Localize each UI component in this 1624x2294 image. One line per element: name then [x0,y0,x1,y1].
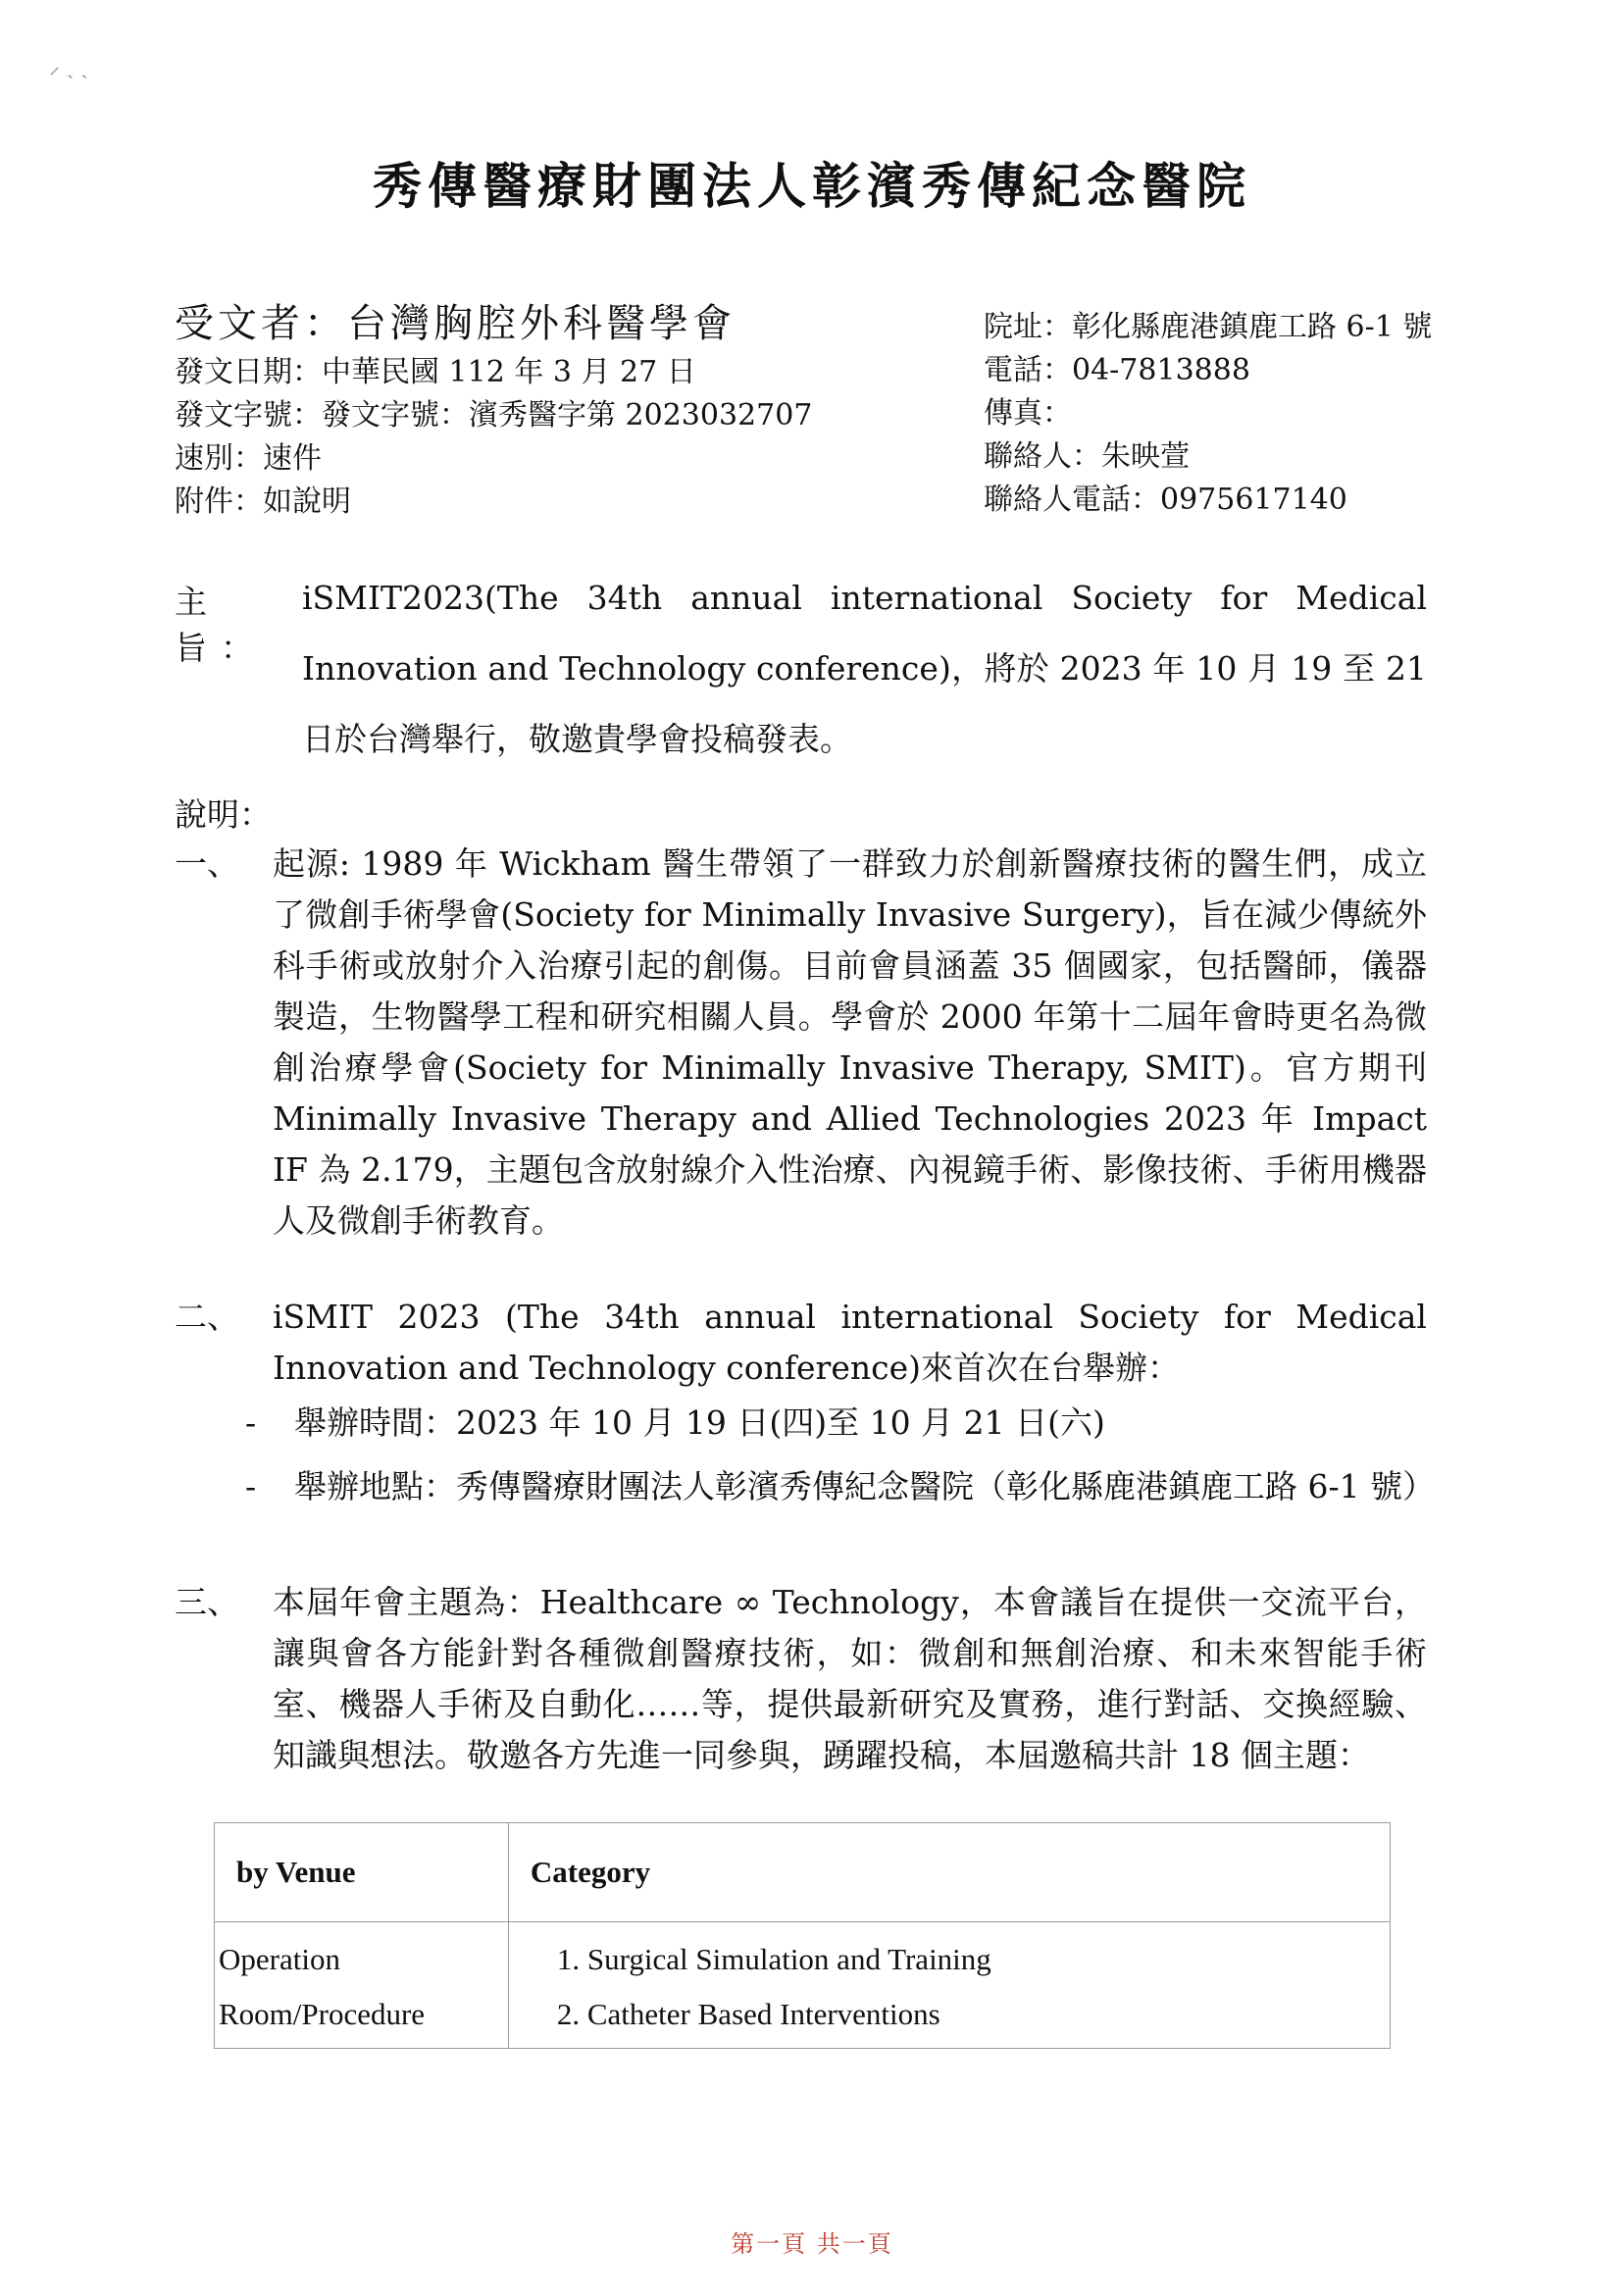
header-category: Category [508,1823,1390,1922]
contact-phone: 聯絡人電話：0975617140 [984,483,1347,517]
issue-date: 發文日期：中華民國 112 年 3 月 27 日 [175,355,696,389]
category-cell [508,1922,1390,2049]
page-footer: 第一頁 共一頁 [731,2230,893,2258]
event-location-text: 舉辦地點：秀傳醫療財團法人彰濱秀傳紀念醫院（彰化縣鹿港鎮鹿工路 6-1 號） [294,1467,1436,1505]
subject-text: iSMIT2023(The 34th annual international Society for Medical Innovation and Technology conference)，將於 2023 年 10 月 19 至 21 日於台灣舉行，敬邀貴學會投稿發表。 [302,579,1427,758]
list-item: 2. Catheter Based Interventions [587,1987,1386,2042]
document-number: 發文字號：發文字號：濱秀醫字第 2023032707 [175,398,813,433]
dash-bullet: - [245,1403,257,1442]
document-title: 秀傳醫療財團法人彰濱秀傳紀念醫院 [373,157,1251,215]
explanation-label: 說明： [175,795,272,834]
event-time-text: 舉辦時間：2023 年 10 月 19 日(四)至 10 月 21 日(六) [294,1403,1105,1442]
attachment: 附件：如說明 [175,484,351,519]
contact-metadata [984,306,1432,522]
item-number: 三、 [175,1583,239,1621]
item-text: iSMIT 2023 (The 34th annual international Society for Medical Innovation and Technology conference)來首次在台舉辦： [273,1298,1427,1387]
venue-cell: Operation Room/Procedure [215,1922,509,2049]
hospital-address: 院址：彰化縣鹿港鎮鹿工路 6-1 號 [984,310,1433,344]
event-time [245,1398,1427,1449]
item-number: 一、 [175,844,239,883]
topics-table [214,1822,1391,2049]
header-venue: by Venue [215,1823,509,1922]
phone: 電話：04-7813888 [984,353,1250,387]
category-list [531,1932,1386,2042]
issue-metadata [175,351,812,524]
item-number: 二、 [175,1298,239,1336]
urgency: 速別：速件 [175,441,322,476]
table-row [215,1922,1391,2049]
item-text: 本屆年會主題為：Healthcare ∞ Technology，本會議旨在提供一交流平台，讓與會各方能針對各種微創醫療技術，如：微創和無創治療、和未來智能手術室、機器人手術及自動化……等，提供最新研究及實務，進行對話、交換經驗、知識與想法。敬邀各方先進一同參與，踴躍投稿，本屆邀稿共計 18 個主題： [273,1583,1427,1774]
contact-person: 聯絡人：朱映萱 [984,439,1190,474]
recipient-line: 受文者：台灣胸腔外科醫學會 [175,301,736,346]
explanation-item-2 [175,1292,1427,1394]
table-header-row [215,1823,1391,1922]
item-text: 起源: 1989 年 Wickham 醫生帶領了一群致力於創新醫療技術的醫生們，成立了微創手術學會(Society for Minimally Invasive Surgery)，旨在減少傳統外科手術或放射介入治療引起的創傷。目前會員涵蓋 35 個國家，包括醫師，儀器製造，生物醫學工程和研究相關人員。學會於 2000 年第十二屆年會時更名為微創治療學會(Society for Minimally Invasive Therapy, SMIT)。官方期刊 Minimally Invasive Therapy and Allied Technologies 2023 年 Impact IF 為 2.179，主題包含放射線介入性治療、內視鏡手術、影像技術、手術用機器人及微創手術教育。 [273,844,1427,1240]
fax: 傳真： [984,396,1072,431]
dash-bullet: - [245,1467,257,1505]
list-item: 1. Surgical Simulation and Training [587,1932,1386,1987]
explanation-item-1 [175,839,1427,1247]
subject-label: 主旨： [175,583,267,667]
explanation-item-3 [175,1577,1427,1781]
event-location [245,1461,1436,1512]
scan-mark: ⸝ ˏ ˏ [49,55,88,79]
subject-section [175,577,1427,775]
